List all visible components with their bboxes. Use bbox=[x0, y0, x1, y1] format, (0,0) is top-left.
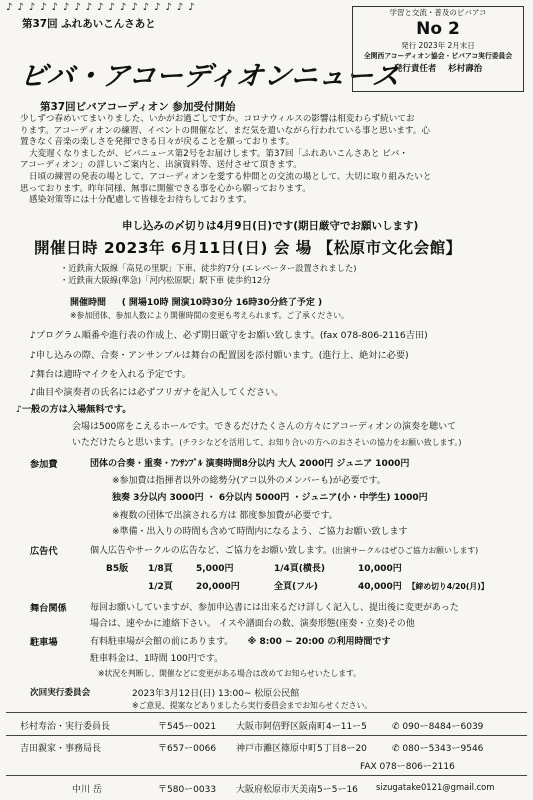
editor-name: 杉村壽治 bbox=[448, 64, 483, 74]
admission-text: 会場は500席をこえるホールです。できるだけたくさんの方々にアコーディオンの演奏を聴いて bbox=[72, 422, 457, 432]
contact-address: 大阪府松原市天美南5ー5ー16 bbox=[236, 785, 358, 795]
issue-info-box bbox=[352, 6, 524, 92]
admission-text-2 bbox=[72, 435, 461, 448]
contact-email: sizugatake0121@gmail.com bbox=[376, 782, 495, 792]
ads-desc-text: 個人広告やサークルの広告など、ご協力をお願い致します。 bbox=[90, 546, 333, 556]
greeting-line: 大変遅くなりましたが、ビバニュース第2号をお届けします。第37回「ふれあいこんさあと ビバ・ bbox=[29, 148, 408, 159]
admission-note: (チラシなどを活用して、お知り合いの方へのおさそいの協力をお願い致します。) bbox=[179, 438, 462, 447]
ads-cell: 5,000円 bbox=[196, 564, 234, 574]
parking-text: 有料駐車場が会館の前にあります。 bbox=[90, 637, 234, 647]
greeting-paragraph bbox=[20, 114, 513, 207]
schedule-detail: ( 開場10時 開演10時30分 16時30分終了予定 ) bbox=[121, 298, 323, 308]
schedule-label: 開催時間 bbox=[70, 298, 107, 308]
greeting-line: 日頃の練習の発表の場として、アコーディオンを愛する仲間との交流の場として、大切に取り組みたいと bbox=[29, 171, 432, 182]
greeting-line: 思っております。昨年同様、無事に開催できる事を心から願っております。 bbox=[20, 183, 311, 194]
registration-subtitle: 第37回ビバアコーディオン 参加受付開始 bbox=[40, 101, 236, 113]
divider bbox=[6, 712, 527, 713]
ads-label: 広告代 bbox=[30, 546, 58, 557]
contact-address: 大阪市阿倍野区阪南町4ー11ー5 bbox=[236, 722, 367, 732]
application-deadline: 申し込みの〆切りは4月9日(日)です(期日厳守でお願いします) bbox=[122, 220, 419, 232]
music-notes-decoration: ♪♪♪♪♪♪♪♪♪♪♪♪♪♪♪♪♪ bbox=[6, 2, 200, 13]
fees-note: ※準備・出入りの時間も含めて時間内になるよう、ご協力お願い致します bbox=[112, 527, 408, 537]
parking-line bbox=[90, 634, 390, 647]
contact-postal: 〒545ー0021 bbox=[158, 722, 217, 732]
ads-cell: 40,000円 bbox=[358, 582, 402, 592]
masthead-title: ビバ・アコーディオンニュース bbox=[18, 61, 402, 92]
stage-text: 毎回お願いしていますが、参加申込書には出来るだけ詳しく記入し、提出後に変更があった bbox=[90, 603, 459, 613]
access-line: ・近鉄南大阪線「高見の里駅」下車、徒歩約7分 (エレベーター設置されました) bbox=[60, 263, 357, 273]
divider bbox=[6, 735, 527, 736]
ads-cell: 全頁(フル) bbox=[274, 582, 318, 592]
ads-cutoff: 【締め切り4/20(月)】 bbox=[407, 582, 489, 591]
ads-row bbox=[106, 561, 402, 574]
schedule-note: ※参加団体、参加人数により開催時間の変更も考えられます。ご了承ください。 bbox=[70, 311, 349, 320]
event-date-venue: 開催日時 2023年 6月11日(日) 会 場 【松原市文化会館】 bbox=[34, 239, 462, 257]
ads-cell: B5版 bbox=[106, 564, 129, 574]
fees-label: 参加費 bbox=[30, 459, 58, 470]
notice-item: ♪舞台は適時マイクを入れる予定です。 bbox=[30, 369, 191, 380]
phone-number: 080ー5343ー9546 bbox=[402, 744, 484, 754]
notice-item: ♪申し込みの際、合奏・アンサンブルは舞台の配置図を添付願います。(進行上、絶対に必要) bbox=[30, 350, 409, 361]
ads-desc-note: (出演サークルはぜひご協力お願いします) bbox=[332, 546, 479, 555]
notice-item: ♪プログラム順番や進行表の作成上、必ず期日厳守をお願い致します。(fax 078-806-2116吉田) bbox=[30, 330, 428, 341]
divider bbox=[6, 775, 527, 776]
contact-postal: 〒580ー0033 bbox=[158, 785, 217, 795]
contact-role: 中川 岳 bbox=[72, 785, 102, 795]
parking-fee: 駐車料金は、1時間 100円です。 bbox=[90, 654, 224, 664]
contact-role: 吉田親家・事務局長 bbox=[20, 744, 102, 754]
contact-address: 神戸市灘区篠原中町5丁目8ー20 bbox=[236, 744, 367, 754]
meeting-note: ※ご意見、提案などありましたら実行委員会までお知らせください。 bbox=[132, 701, 373, 710]
ads-cell: 1/8頁 bbox=[148, 564, 173, 574]
meeting-detail: 2023年3月12日(日) 13:00~ 松原公民館 bbox=[132, 689, 300, 699]
publisher: 全関西アコーディオン協会・ビバアコ実行委員会 bbox=[363, 52, 513, 60]
contact-fax: FAX 078ー806ー2116 bbox=[360, 762, 455, 772]
fees-solo: 独奏 3分以内 3000円 ・ 6分以内 5000円 ・ジュニア(小・中学生) 1000円 bbox=[112, 493, 428, 503]
contact-role: 杉村寿治・実行委員長 bbox=[20, 722, 111, 732]
ads-row bbox=[106, 579, 489, 592]
greeting-line: 少しずつ春めいてまいりました、いかがお過ごしですか。コロナウィルスの影響は相変わらず続いてお bbox=[20, 114, 415, 124]
access-line: ・近鉄南大阪線(準急)「河内松原駅」駅下車 徒歩約12分 bbox=[60, 275, 271, 285]
ads-desc bbox=[90, 543, 478, 556]
fees-group-note: ※参加費は指揮者以外の総勢分(アコ以外のメンバーも)が必要です。 bbox=[112, 476, 386, 486]
contact-phone: ✆ 090ー8484ー6039 bbox=[392, 722, 484, 732]
issue-tagline: 学習と交流・普及のビバアコ bbox=[389, 8, 487, 17]
stage-text: 場合は、速やかに連絡下さい。 イスや譜面台の数、演奏形態(座奏・立奏)その他 bbox=[90, 619, 415, 629]
parking-note: ※状況を判断し、開催などに変更がある場合は改めてお知らせいたします。 bbox=[98, 669, 361, 678]
issue-date: 発行 2023年 2月末日 bbox=[401, 41, 475, 50]
schedule-line bbox=[70, 295, 322, 308]
greeting-line: 置きなく音楽の楽しさを発揮できる日々が戻ることを願っております。 bbox=[20, 137, 295, 148]
ads-cell: 1/4頁(横長) bbox=[274, 564, 326, 574]
admission-line: いただけたらと思います。 bbox=[72, 438, 180, 448]
editor-line bbox=[353, 64, 523, 75]
editor-label: 発行責任者 bbox=[393, 64, 437, 74]
parking-hours: ※ 8:00 ~ 20:00 の利用時間です bbox=[247, 637, 391, 647]
event-label: 第37回 ふれあいこんさあと bbox=[22, 18, 156, 30]
admission-title: ♪一般の方は入場無料です。 bbox=[16, 404, 132, 415]
contact-postal: 〒657ー0066 bbox=[158, 744, 217, 754]
notice-item: ♪曲目や演奏者の氏名には必ずフリガナを記入してください。 bbox=[30, 387, 284, 398]
stage-label: 舞台関係 bbox=[30, 603, 67, 614]
ads-cell: 1/2頁 bbox=[148, 582, 173, 592]
fees-note: ※複数の団体で出演される方は 都度参加費が必要です。 bbox=[112, 511, 338, 521]
greeting-line: 感染対策等には十分配慮して皆様をお待ちしております。 bbox=[29, 195, 252, 206]
meeting-label: 次回実行委員会 bbox=[30, 688, 91, 698]
phone-number: 090ー8484ー6039 bbox=[402, 722, 484, 732]
ads-cell: 20,000円 bbox=[196, 582, 240, 592]
greeting-line: ります。アコーディオンの練習、イベントの開催など、まだ気を遣いながら行われている事と思います。心 bbox=[20, 125, 431, 136]
fees-group: 団体の合奏・重奏・ｱﾝｻﾝﾌﾞﾙ 演奏時間8分以内 大人 2000円 ジュニア 1000円 bbox=[90, 459, 410, 469]
ads-cell: 10,000円 bbox=[358, 564, 402, 574]
parking-label: 駐車場 bbox=[30, 637, 58, 648]
contact-phone: ✆ 080ー5343ー9546 bbox=[392, 744, 484, 754]
greeting-line: アコーディオン」の詳しいご案内と、出演資料等、送付させて頂きます。 bbox=[20, 160, 302, 171]
access-info bbox=[60, 262, 357, 286]
issue-number: No 2 bbox=[416, 19, 460, 39]
